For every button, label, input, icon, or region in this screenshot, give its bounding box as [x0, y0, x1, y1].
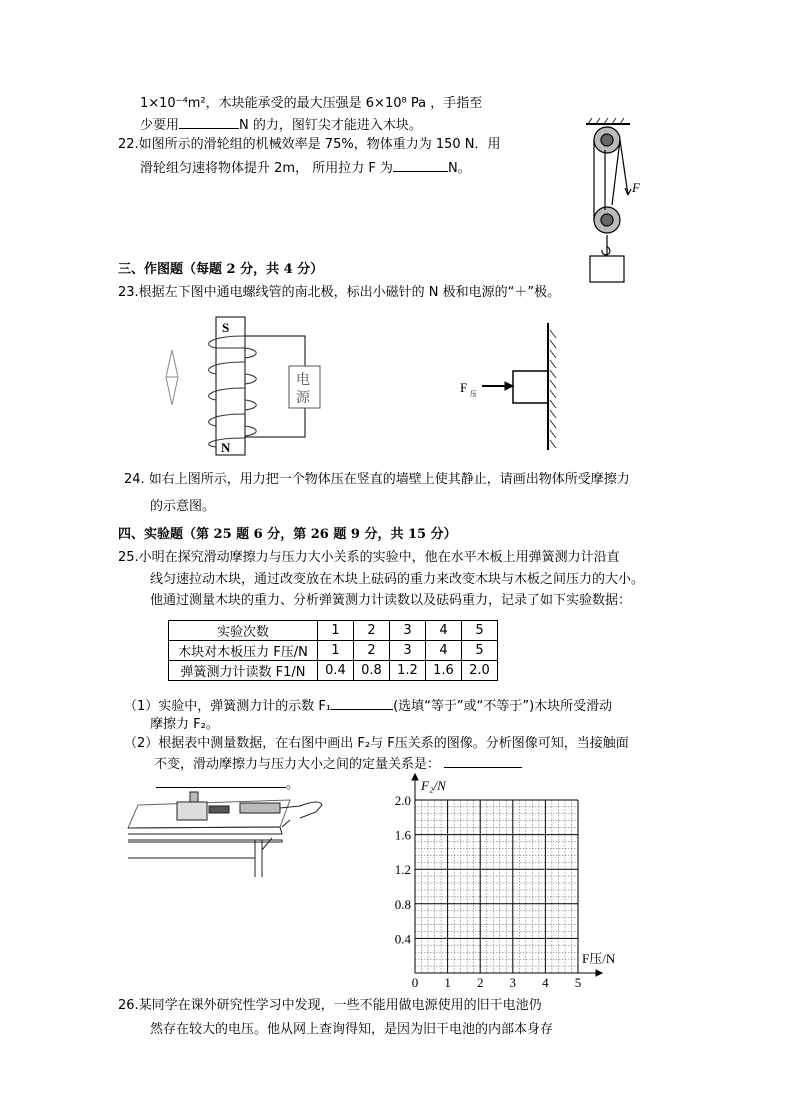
- q25-p1-line2: 摩擦力 F₂。: [150, 717, 219, 732]
- cell: 2: [354, 621, 390, 641]
- q25-p2-blank-1[interactable]: [444, 755, 522, 768]
- power-label-1: 电: [296, 372, 310, 388]
- y-tick-label: 1.2: [394, 862, 411, 878]
- x-tick-label: 3: [509, 975, 517, 990]
- q22-answer-blank[interactable]: [393, 159, 448, 172]
- x-tick-label: 1: [444, 975, 451, 990]
- q21-line1: 1×10⁻⁴m²，木块能承受的最大压强是 6×10⁸ Pa ，手指至: [140, 96, 483, 111]
- table-row: [169, 621, 498, 641]
- q22-text-a: 滑轮组匀速将物体提升 2m， 所用拉力 F 为: [140, 161, 393, 176]
- row-label: 实验次数: [169, 621, 318, 641]
- cell: 0.4: [318, 661, 354, 681]
- force-label: F: [460, 380, 468, 395]
- x-tick-label: 2: [476, 975, 484, 990]
- q22-line1: 22.如图所示的滑轮组的机械效率是 75%，物体重力为 150 N．用: [118, 137, 501, 152]
- y-tick-label: 0.4: [394, 931, 411, 947]
- q25-p2-blank-2[interactable]: [156, 775, 286, 788]
- q25-p2-line2: [154, 755, 522, 773]
- q25-p2-line3: [156, 775, 299, 793]
- cell: 5: [462, 641, 498, 661]
- compass-needle-icon: [166, 350, 178, 405]
- y-tick-label: 0.8: [394, 896, 411, 912]
- section3-heading: 三、作图题（每题 2 分，共 4 分）: [118, 262, 324, 277]
- q26-line1: 26.某同学在课外研究性学习中发现，一些不能用做电源使用的旧干电池仍: [118, 998, 542, 1013]
- cell: 1.2: [390, 661, 426, 681]
- q24-line1: 24. 如右上图所示，用力把一个物体压在竖直的墙壁上使其静止，请画出物体所受摩擦力: [124, 472, 630, 487]
- cell: 4: [426, 621, 462, 641]
- table-row: [169, 661, 498, 681]
- q21-line2: [140, 116, 422, 134]
- section4-heading: 四、实验题（第 25 题 6 分，第 26 题 9 分，共 15 分）: [118, 527, 457, 542]
- cell: 1.6: [426, 661, 462, 681]
- q25-line3: 他通过测量木块的重力、分析弹簧测力计读数以及砝码重力，记录了如下实验数据：: [150, 593, 632, 608]
- q21-text-a: 少要用: [140, 118, 180, 133]
- cell: 3: [390, 621, 426, 641]
- x-tick-label: 5: [574, 975, 582, 990]
- cell: 1: [318, 621, 354, 641]
- data-table: [168, 620, 498, 681]
- q21-text-b: N 的力，图钉尖才能进入木块。: [239, 118, 422, 133]
- block: [513, 371, 548, 403]
- table-row: [169, 641, 498, 661]
- force-subscript: 压: [470, 390, 477, 398]
- cell: 2: [354, 641, 390, 661]
- y-axis-label: F₂/N: [421, 778, 446, 793]
- power-source-box: [289, 366, 320, 408]
- power-label-2: 源: [296, 390, 310, 406]
- q25-p1-text-b: (选填“等于”或“不等于”)木块所受滑动: [393, 699, 613, 714]
- q25-line1: 25.小明在探究滑动摩擦力与压力大小关系的实验中，他在水平木板上用弹簧测力计沿直: [118, 550, 620, 565]
- x-axis-arrow: [596, 970, 602, 976]
- cell: 4: [426, 641, 462, 661]
- q22-line2: [140, 159, 471, 177]
- pole-n-label: N: [221, 440, 231, 455]
- x-axis-label: F压/N: [582, 951, 616, 966]
- q22-text-b: N。: [447, 161, 471, 176]
- q25-p2-line1: （2）根据表中测量数据，在右图中画出 F₂与 F压关系的图像。分析图像可知，当接触面: [124, 736, 629, 751]
- q21-answer-blank[interactable]: [179, 116, 239, 129]
- x-tick-label: 0: [411, 975, 419, 990]
- q25-p2-text: 不变，滑动摩擦力与压力大小之间的定量关系是：: [154, 757, 441, 772]
- cell: 2.0: [462, 661, 498, 681]
- pole-s-label: S: [222, 320, 230, 335]
- pulley-force-label: F: [632, 180, 640, 195]
- cell: 5: [462, 621, 498, 641]
- cell: 3: [390, 641, 426, 661]
- solenoid-core: [216, 317, 245, 455]
- y-tick-label: 1.6: [394, 827, 411, 843]
- cell: 1: [318, 641, 354, 661]
- row-label: 弹簧测力计读数 F1/N: [169, 661, 318, 681]
- q25-p1-blank[interactable]: [331, 697, 393, 710]
- q23-text: 23.根据左下图中通电螺线管的南北极，标出小磁针的 N 极和电源的“＋”极。: [118, 285, 561, 300]
- q25-p1-line1: [124, 697, 612, 715]
- cell: 0.8: [354, 661, 390, 681]
- q24-line2: 的示意图。: [150, 499, 216, 514]
- q25-line2: 线匀速拉动木块，通过改变放在木块上砝码的重力来改变木块与木板之间压力的大小。: [150, 572, 645, 587]
- y-tick-label: 2.0: [394, 793, 411, 808]
- row-label: 木块对木板压力 F压/N: [169, 641, 318, 661]
- y-axis-arrow: [412, 774, 418, 780]
- x-tick-label: 4: [542, 975, 549, 990]
- q26-line2: 然存在较大的电压。他从网上查询得知，是因为旧干电池的内部本身存: [150, 1022, 554, 1037]
- q25-p1-text-a: （1）实验中，弹簧测力计的示数 F₁: [124, 699, 332, 714]
- q25-p2-end: 。: [286, 777, 300, 792]
